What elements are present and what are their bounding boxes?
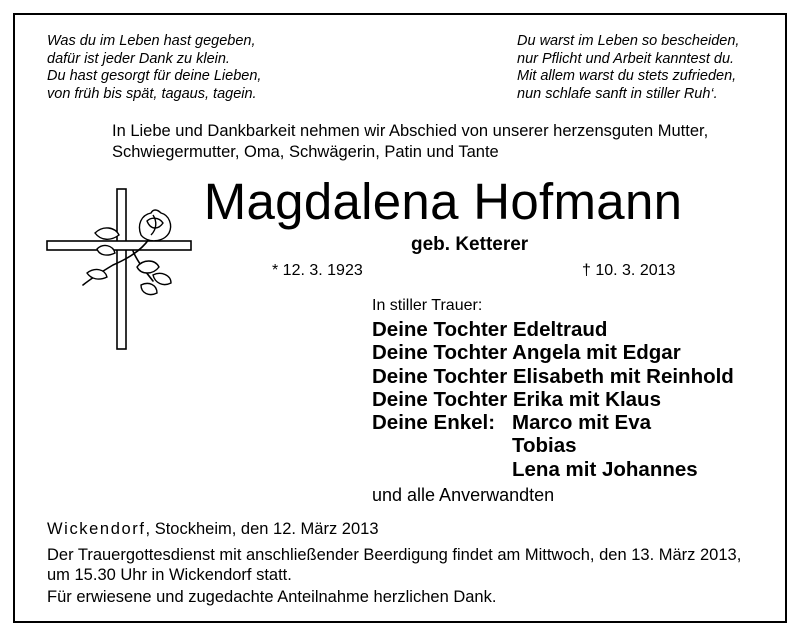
service-line: Der Trauergottesdienst mit anschließender Beerdigung findet am Mittwoch, den 13. März 2013, <box>47 546 742 564</box>
grandchildren-row <box>372 434 734 457</box>
poem-left <box>47 33 261 103</box>
poem-line: von früh bis spät, tagaus, tagein. <box>47 85 257 102</box>
poem-line: Du warst im Leben so bescheiden, <box>517 33 740 49</box>
death-date: † 10. 3. 2013 <box>582 262 676 279</box>
grandchild: Marco mit Eva <box>512 411 651 435</box>
intro-text <box>112 121 708 163</box>
grandchildren-row <box>372 411 734 434</box>
mourners-list <box>372 318 734 481</box>
obituary-notice <box>13 13 787 623</box>
intro-line: Schwiegermutter, Oma, Schwägerin, Patin und Tante <box>112 143 499 161</box>
poem-right <box>517 33 739 103</box>
birth-name: geb. Ketterer <box>411 234 529 255</box>
grandchild: Tobias <box>512 434 577 458</box>
mourner-row: Deine Tochter Angela mit Edgar <box>372 341 681 365</box>
place-date-rest: , Stockheim, den 12. März 2013 <box>145 520 379 538</box>
town-name: Wickendorf <box>47 520 146 538</box>
mourning-intro: In stiller Trauer: <box>372 297 483 314</box>
service-line: um 15.30 Uhr in Wickendorf statt. <box>47 565 292 584</box>
grandchildren-row <box>372 458 734 481</box>
intro-line: In Liebe und Dankbarkeit nehmen wir Abschied von unserer herzensguten Mutter, <box>112 122 709 140</box>
service-info <box>47 546 741 585</box>
relatives-text: und alle Anverwandten <box>372 485 555 505</box>
mourner-row: Deine Tochter Elisabeth mit Reinhold <box>372 364 734 388</box>
poem-line: dafür ist jeder Dank zu klein. <box>47 50 230 67</box>
deceased-name: Magdalena Hofmann <box>203 173 683 230</box>
grandchildren-label: Deine Enkel: <box>372 411 496 435</box>
thanks-text: Für erwiesene und zugedachte Anteilnahme herzlichen Dank. <box>47 588 497 606</box>
mourner-row: Deine Tochter Edeltraud <box>372 318 608 341</box>
grandchild: Lena mit Johannes <box>512 457 698 481</box>
poem-line: nur Pflicht und Arbeit kanntest du. <box>517 50 735 67</box>
place-date <box>47 520 379 539</box>
poem-line: Du hast gesorgt für deine Lieben, <box>47 68 262 84</box>
mourner-row: Deine Tochter Erika mit Klaus <box>372 387 661 411</box>
poem-line: Was du im Leben hast gegeben, <box>47 33 256 49</box>
poem-line: nun schlafe sanft in stiller Ruh‘. <box>517 85 718 102</box>
birth-date: * 12. 3. 1923 <box>272 262 363 279</box>
poem-line: Mit allem warst du stets zufrieden, <box>517 68 737 84</box>
